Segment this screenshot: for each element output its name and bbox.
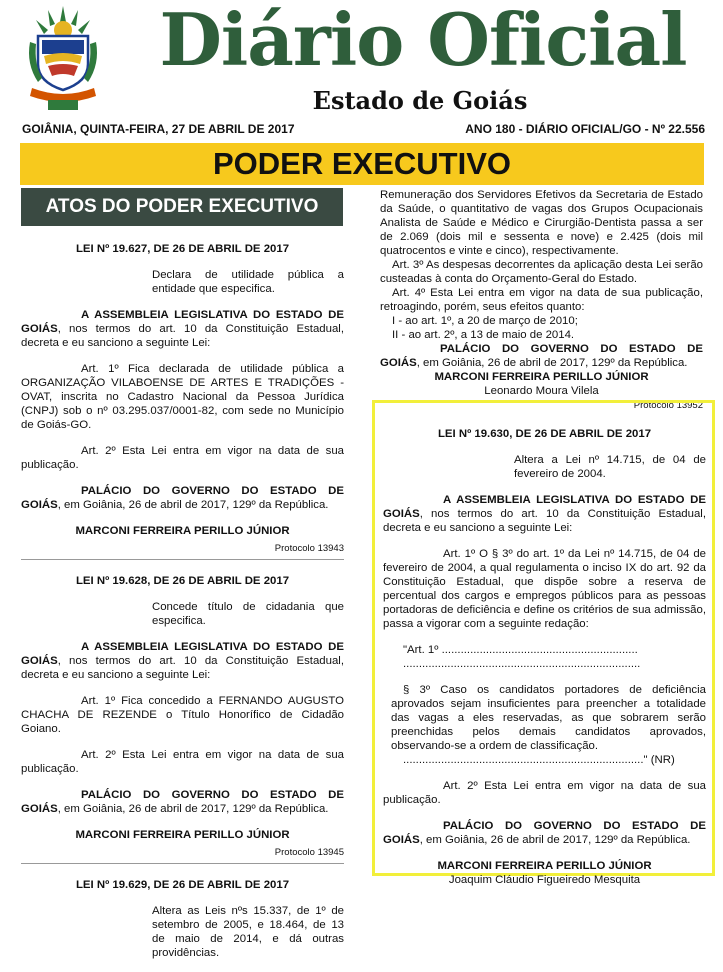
masthead-subtitle: Estado de Goiás: [312, 86, 528, 115]
quote-dots: ...........................................................................: [403, 658, 641, 670]
law-19629: [21, 878, 344, 960]
law-ementa: Concede título de cidadania que especifica.: [152, 601, 344, 627]
law-article-1: Art. 1º O § 3º do art. 1º da Lei nº 14.715, de 04 de fevereiro de 2004, a qual regulamenta o inciso IX do art. 92 da Constituição Estadual, que dispõe sobre a reserva de percentual dos cargos e empregos públicos para as pessoas portadoras de deficiência e define os critérios de sua admissão, passa a vigorar com a seguinte redação:: [383, 548, 706, 630]
law-title: LEI Nº 19.629, DE 26 DE ABRIL DE 2017: [75, 879, 290, 891]
left-column: [21, 188, 344, 972]
law-intro: A ASSEMBLEIA LEGISLATIVA DO ESTADO DE GOIÁS, nos termos do art. 10 da Constituição Estadual, decreta e eu sanciono a seguinte Lei:: [21, 309, 344, 349]
law-item-2: II - ao art. 2º, a 13 de maio de 2014.: [392, 329, 575, 341]
law-article-2: Art. 2º Esta Lei entra em vigor na data de sua publicação.: [21, 445, 344, 471]
law-protocol: Protocolo 13952: [633, 400, 703, 411]
divider: [21, 863, 344, 864]
law-19629-continuation: [380, 188, 703, 410]
law-protocol: Protocolo 13945: [274, 847, 344, 858]
law-intro: A ASSEMBLEIA LEGISLATIVA DO ESTADO DE GOIÁS, nos termos do art. 10 da Constituição Estadual, decreta e eu sanciono a seguinte Lei:: [21, 641, 344, 681]
state-coat-of-arms: [22, 2, 104, 114]
law-signer: MARCONI FERREIRA PERILLO JÚNIOR: [75, 829, 290, 841]
law-ementa: Declara de utilidade pública a entidade que especifica.: [152, 269, 344, 295]
law-palace: PALÁCIO DO GOVERNO DO ESTADO DE GOIÁS, em Goiânia, 26 de abril de 2017, 129º da República.: [21, 789, 344, 815]
law-quoted-text: [391, 643, 706, 767]
law-signer: MARCONI FERREIRA PERILLO JÚNIOR: [75, 525, 290, 537]
law-title: LEI Nº 19.630, DE 26 DE ABRIL DE 2017: [437, 428, 652, 440]
law-19630: [383, 427, 706, 887]
law-protocol: Protocolo 13943: [274, 543, 344, 554]
law-ementa: Altera as Leis nºs 15.337, de 1º de setembro de 2005, e 18.464, de 13 de maio de 2014, e dá outras providências.: [152, 905, 344, 959]
law-article-1: Art. 1º Fica concedido a FERNANDO AUGUSTO CHACHA DE REZENDE o Título Honorífico de Cidadão Goiano.: [21, 695, 344, 735]
law-palace: PALÁCIO DO GOVERNO DO ESTADO DE GOIÁS, em Goiânia, 26 de abril de 2017, 129º da República.: [380, 343, 703, 369]
law-palace: PALÁCIO DO GOVERNO DO ESTADO DE GOIÁS, em Goiânia, 26 de abril de 2017, 129º da República.: [21, 485, 344, 511]
law-paragraph: Remuneração dos Servidores Efetivos da Secretaria de Estado da Saúde, o quantitativo de vagas dos Grupos Ocupacionais Analista de Saúde e Médico e Cirurgião-Dentista passa a ser de 2.069 (dois mil e sessenta e nove) e 2.425 (dois mil quatrocentos e vinte e cinco), respectivamente.: [380, 189, 703, 257]
law-article-4: Art. 4º Esta Lei entra em vigor na data de sua publicação, retroagindo, porém, seus efeitos quanto:: [380, 287, 703, 313]
masthead-title: Diário Oficial: [159, 0, 687, 82]
law-item-1: I - ao art. 1º, a 20 de março de 2010;: [392, 315, 578, 327]
divider: [21, 559, 344, 560]
law-article-1: Art. 1º Fica declarada de utilidade pública a ORGANIZAÇÃO VILABOENSE DE ARTES E TRADIÇÕES - OVAT, inscrita no Cadastro Nacional da Pessoa Jurídica (CNPJ) sob o nº 03.295.037/0001-82, com sede no Município de Goiás-GO.: [21, 363, 344, 431]
law-signer: MARCONI FERREIRA PERILLO JÚNIOR: [437, 860, 652, 872]
law-intro: A ASSEMBLEIA LEGISLATIVA DO ESTADO DE GOIÁS, nos termos do art. 10 da Constituição Estadual, decreta e eu sanciono a seguinte Lei:: [383, 494, 706, 534]
law-article-3: Art. 3º As despesas decorrentes da aplicação desta Lei serão custeadas à conta do Orçamento-Geral do Estado.: [380, 259, 703, 285]
section-header: ATOS DO PODER EXECUTIVO: [21, 188, 343, 226]
law-palace: PALÁCIO DO GOVERNO DO ESTADO DE GOIÁS, em Goiânia, 26 de abril de 2017, 129º da República.: [383, 820, 706, 846]
edition-number: ANO 180 - DIÁRIO OFICIAL/GO - Nº 22.556: [465, 122, 705, 136]
law-signer: MARCONI FERREIRA PERILLO JÚNIOR: [434, 371, 649, 383]
quote-paragraph: § 3º Caso os candidatos portadores de deficiência aprovados sejam insuficientes para preencher a totalidade das vagas a eles reservadas, as que sobrarem serão preenchidas pelos demais candidatos aprovados, observando-se a ordem de classificação.: [391, 684, 706, 752]
section-banner: PODER EXECUTIVO: [20, 143, 704, 185]
edition-date: GOIÂNIA, QUINTA-FEIRA, 27 DE ABRIL DE 2017: [22, 122, 295, 136]
law-ementa: Altera a Lei nº 14.715, de 04 de fevereiro de 2004.: [514, 454, 706, 480]
law-cosigner: Leonardo Moura Vilela: [484, 385, 599, 397]
law-cosigner: Joaquim Cláudio Figueiredo Mesquita: [448, 874, 641, 886]
law-title: LEI Nº 19.627, DE 26 DE ABRIL DE 2017: [75, 243, 290, 255]
law-19627: [21, 242, 344, 560]
law-19628: [21, 574, 344, 864]
highlight-box: [372, 400, 715, 886]
law-article-2: Art. 2º Esta Lei entra em vigor na data de sua publicação.: [383, 780, 706, 806]
right-column: [380, 188, 703, 410]
quote-start: "Art. 1º ..............................................................: [403, 644, 638, 656]
quote-end: ............................................................................" (NR): [403, 754, 675, 766]
law-article-2: Art. 2º Esta Lei entra em vigor na data de sua publicação.: [21, 749, 344, 775]
law-title: LEI Nº 19.628, DE 26 DE ABRIL DE 2017: [75, 575, 290, 587]
